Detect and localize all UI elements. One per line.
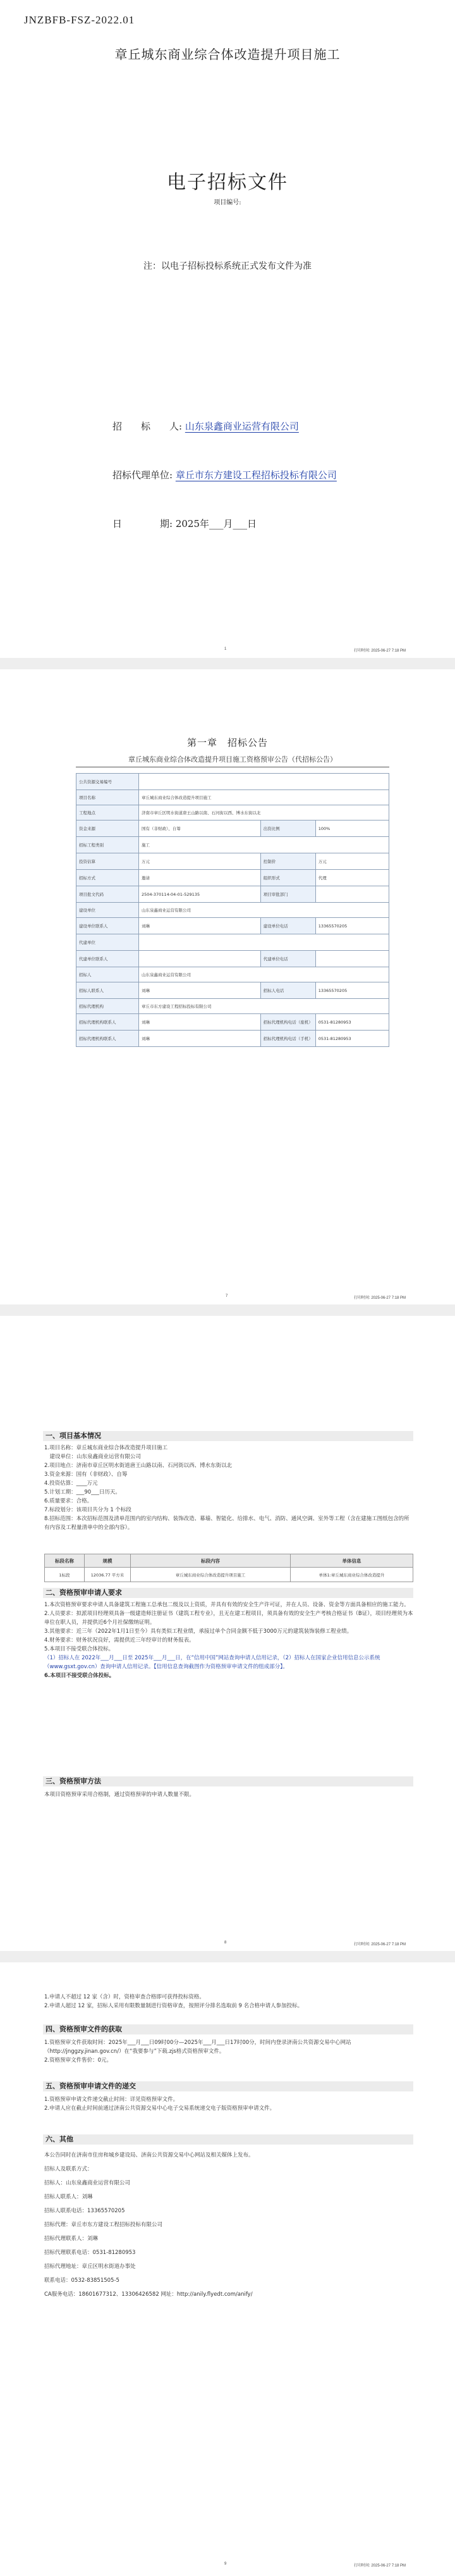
para-line: 联系电话：0532-83851505-5 [44,2277,119,2284]
table-row [76,934,389,951]
table-title: 章丘城东商业综合体改造提升项目施工资格预审公告（代招标公告） [76,754,389,767]
page-number: 7 [226,1294,228,1298]
table-cell: 建设单位电话 [260,918,315,934]
col-header: 标段名称 [45,1554,85,1568]
table-cell: 资金来源 [76,820,139,837]
para-line: 招标代理联系人：刘琳 [44,2236,99,2242]
para-line: 6.本项目不接受联合体投标。 [44,1673,115,1679]
section-body [44,1790,413,1799]
project-title: 章丘城东商业综合体改造提升项目施工 [114,47,341,62]
table-cell [139,774,389,790]
section-body [44,1444,413,1532]
para-line: 2.项目地点：济南市章丘区明水街道唐王山路以南、石河街以西、博水东街以北 [44,1463,233,1469]
page-separator [0,1951,455,1962]
table-cell: 工程地点 [76,805,139,820]
agent-value: 章丘市东方建设工程招标投标有限公司 [175,469,337,481]
table-cell: 出资比例 [260,820,315,837]
section-body [44,1993,413,2010]
table-cell: 代建单位联系人 [76,951,139,967]
para-line: 5.本项目不接受联合体投标。 [44,1646,114,1652]
table-cell [139,934,389,951]
table-cell: 招标代理机构电话（座机） [260,1014,315,1031]
table-cell: 100% [315,820,389,837]
section-heading: 一、项目基本情况 [43,1431,413,1441]
table-cell: 项目审批部门 [260,886,315,903]
table-cell: 2504-370114-04-01-529135 [139,886,261,903]
para-line: 招标人联系人：刘琳 [44,2194,93,2200]
table-cell: 招标代理机构联系人 [76,1031,139,1047]
section-heading: 四、资格预审文件的获取 [43,2024,413,2034]
para-line: 招标代理：章丘市东方建设工程招标投标有限公司 [44,2222,163,2228]
para-line: 2.申请人超过 12 家，招标人采用有限数量制进行资格审查，按照评分排名选取前 9 名合格申请人参加投标。 [44,2003,303,2009]
table-cell: 代建单位 [76,934,139,951]
page-separator [0,658,455,669]
agent-row [112,468,337,481]
table-cell: 单体1:章丘城东商业综合体改造提升 [291,1568,413,1582]
table-cell: 施工 [139,837,389,853]
table-row [76,1014,389,1031]
para-line: 1.资格预审申请文件递交截止时间：详见资格预审文件。 [44,2096,179,2103]
chapter-heading: 第一章 招标公告 [186,737,268,748]
table-cell: 1标段 [45,1568,85,1582]
table-cell: 章丘城东商业综合体改造提升项目施工 [139,790,389,805]
table-cell: 0531-81280953 [315,1014,389,1031]
para-line: 招标人及联系方式： [44,2166,93,2172]
col-header: 标段内容 [131,1554,291,1568]
cover-note: 注：以电子招标投标系统正式发布文件为准 [143,261,312,271]
table-cell: 组织形式 [260,870,315,886]
section-body [44,1601,413,1680]
section-body [44,2038,413,2065]
table-cell: 山东泉鑫商业运营有限公司 [139,967,389,982]
table-cell: 山东泉鑫商业运营有限公司 [139,903,389,918]
page-separator [0,1304,455,1316]
table-cell: 刘琳 [139,982,261,999]
table-row [76,967,389,982]
table-row [76,774,389,790]
table-row [76,870,389,886]
para-line: 本公告同时在济南市住房和城乡建设局、济南公共资源交易中心网站及相关媒体上发布。 [44,2152,254,2158]
table-row [76,982,389,999]
table-cell: 万元 [315,853,389,870]
col-header: 单体信息 [291,1554,413,1568]
print-time: 打印时间: 2025-06-27 7:18 PM [354,1296,406,1300]
para-line: 1.资格预审文件获取时间：2025年___月___日09时00分—2025年___月___日17时00分，时间内登录济南公共资源交易中心网站（http://jnggzy.jinan.gov.cn/）在“我要参与”下载.zjs格式资格预审文件。 [44,2040,351,2055]
table-cell: 招标人电话 [260,982,315,999]
print-time: 打印时间: 2025-06-27 7:18 PM [354,649,406,653]
para-line: 1.申请人不超过 12 家（含）时，资格审查合格即可获得投标资格。 [44,1994,205,2000]
doc-code: JNZBFB-FSZ-2022.01 [24,14,135,26]
table-row [45,1568,413,1582]
table-row [76,903,389,918]
table-cell: 国有（非财政）、自筹 [139,820,261,837]
para-line: 1.项目名称：章丘城东商业综合体改造提升项目施工 [44,1445,168,1451]
table-row [76,820,389,837]
section-table [44,1554,413,1582]
table-cell: 刘琳 [139,918,261,934]
table-cell: 招标人 [76,967,139,982]
table-cell: 建设单位 [76,903,139,918]
announcement-table [76,773,389,1047]
table-row [76,999,389,1014]
page-number: 1 [224,647,227,651]
table-cell: 招标代理机构电话（手机） [260,1031,315,1047]
table-row [76,1031,389,1047]
table-cell: 项目批文代码 [76,886,139,903]
table-cell: 章丘城东商业综合体改造提升项目施工 [131,1568,291,1582]
para-line: 6.质量要求：合格。 [44,1498,93,1504]
para-line: 本项目资格预审采用合格制，通过资格预审的申请人数量不限。 [44,1792,195,1798]
table-cell: 章丘市东方建设工程招标投标有限公司 [139,999,389,1014]
table-cell: 济南市章丘区明水街道唐王山路以南、石河街以西、博水东街以北 [139,805,389,820]
section-body [44,2095,413,2113]
para-line: 招标代理地址：章丘区明水街道办事处 [44,2263,136,2270]
table-cell: 邀请 [139,870,261,886]
para-line: 招标人联系电话：13365570205 [44,2208,125,2214]
table-row [76,805,389,820]
table-cell: 公共资源交易编号 [76,774,139,790]
table-row [76,790,389,805]
para-line: CA服务电话：18601677312、13306426582 网址：http://anily.flyedt.com/anify/ [44,2291,253,2298]
table-cell: 刘琳 [139,1031,261,1047]
para-line: 5.计划工期：___90___日历天。 [44,1489,121,1495]
para-line: 3.资金来源：国有（非财政）、自筹 [44,1471,128,1478]
table-cell: 招标工程类别 [76,837,139,853]
print-time: 打印时间: 2025-06-27 7:18 PM [354,2564,406,2568]
section-heading: 五、资格预审申请文件的递交 [43,2081,413,2091]
para-line: 7.标段划分：该项目共分为 1 个标段 [44,1507,131,1513]
date-label: 日 期: [112,518,173,529]
table-row [76,853,389,870]
table-cell: 12036.77 平方米 [85,1568,131,1582]
table-cell [315,886,389,903]
page-number: 8 [224,1941,227,1945]
section-body [44,2148,413,2301]
project-no-label: 项目编号: [214,199,241,206]
para-line: 2.资格预审文件售价：0元。 [44,2057,112,2064]
para-line: 3.其他要求：近三年（2022年1月1日至今）具有类似工程业绩，承接过单个合同金额不低于3000万元的建筑装饰装修工程业绩。 [44,1628,353,1635]
table-cell: 刘琳 [139,1014,261,1031]
para-line: 8.招标范围：本次招标范围及清单范围内的室内结构、装饰改造、幕墙、智能化、给排水、电气、消防、通风空调、室外等工程（含在建施工图纸包含的所有内容及工程量清单中的全部内容）。 [44,1516,410,1531]
tenderer-value: 山东泉鑫商业运营有限公司 [185,421,299,432]
table-row [76,886,389,903]
table-cell: 项目名称 [76,790,139,805]
table-cell: 招标代理机构 [76,999,139,1014]
table-cell: 代理 [315,870,389,886]
table-cell: 13365570205 [315,982,389,999]
table-row [76,951,389,967]
section-heading: 六、其他 [43,2134,413,2145]
doc-title: 电子招标文件 [167,171,288,194]
table-cell: 招标人联系人 [76,982,139,999]
table-row [76,918,389,934]
tenderer-row [112,419,299,433]
para-line: 招标代理联系电话：0531-81280953 [44,2250,136,2256]
table-cell: 招标方式 [76,870,139,886]
table-cell: 控制价 [260,853,315,870]
para-line: 1.本次资格预审要求申请人具备建筑工程施工总承包二级及以上资质，并具有有效的安全生产许可证，并在人员、设备、资金等方面具备相应的施工能力。 [44,1602,410,1608]
section-heading: 二、资格预审申请人要求 [43,1588,413,1598]
table-cell: 0531-81280953 [315,1031,389,1047]
table-cell [315,951,389,967]
para-line: 4.财务要求：财务状况良好，需提供近三年经审计的财务报表。 [44,1637,195,1644]
table-cell: 万元 [139,853,261,870]
print-time: 打印时间: 2025-06-27 7:18 PM [354,1943,406,1947]
date-value: 2025年___月___日 [175,518,257,529]
para-line: 招标人：山东泉鑫商业运营有限公司 [44,2180,131,2186]
para-line: 2.申请人应在截止时间前通过济南公共资源交易中心电子交易系统递交电子版资格预审申请文件。 [44,2105,276,2112]
tenderer-label: 招 标 人: [112,421,183,432]
agent-label: 招标代理单位: [112,469,173,481]
section-heading: 三、资格预审方法 [43,1776,413,1786]
page-number: 9 [224,2562,227,2566]
table-cell: 投资估算 [76,853,139,870]
para-line: 2.人员要求：拟派项目经理须具备一级建造师注册证书（建筑工程专业），且无在建工程项目，须具备有效的安全生产考核合格证书（B证），项目经理须为本单位在职人员，并提供近6个月社保缴纳证明。 [44,1611,413,1626]
para-line: 4.投资估算：____万元 [44,1480,98,1487]
col-header: 规模 [85,1554,131,1568]
date-row [112,517,257,530]
table-cell [139,951,261,967]
table-cell: 代建单位电话 [260,951,315,967]
para-line: 建设单位：山东泉鑫商业运营有限公司 [44,1454,142,1460]
table-cell: 13365570205 [315,918,389,934]
table-row [76,837,389,853]
table-cell: 招标代理机构联系人 [76,1014,139,1031]
table-cell: 建设单位联系人 [76,918,139,934]
para-line: （1）招标人在 2022年___月___日至 2025年___月___日，在“信用中国”网站查询申请人信用记录，（2）招标人在国家企业信用信息公示系统（www.gsxt.gov.cn）查询申请人信用记录。【信用信息查询截图作为资格预审申请文件的组成部分】。 [44,1655,380,1670]
